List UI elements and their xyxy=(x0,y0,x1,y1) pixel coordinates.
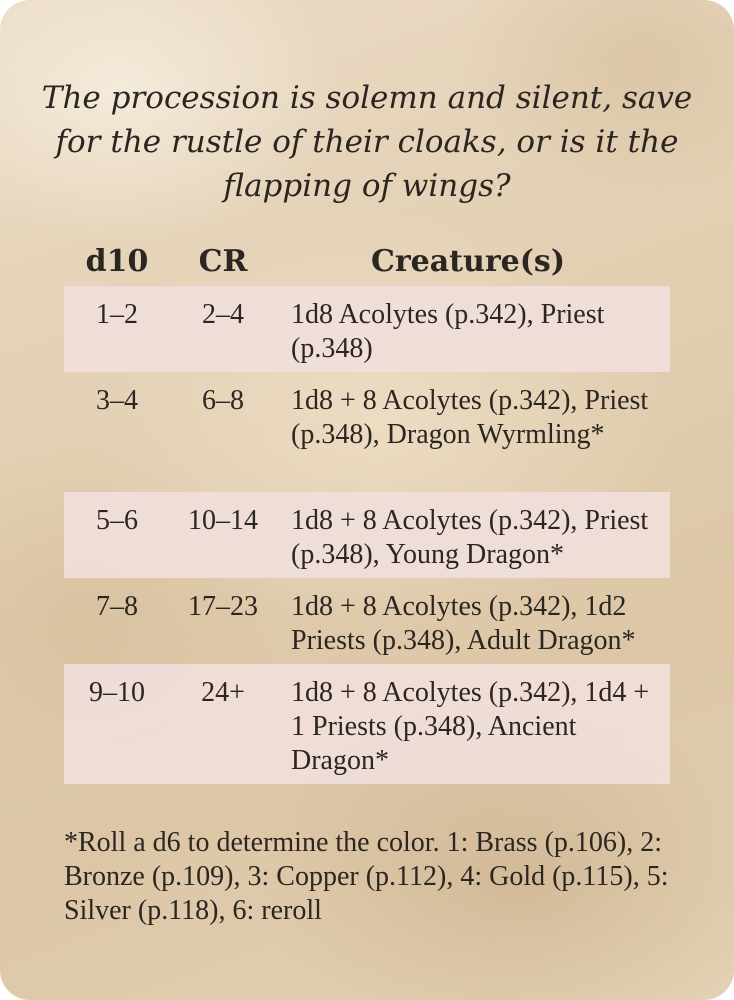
footnote: *Roll a d6 to determine the color. 1: Brass (p.106), 2: Bronze (p.109), 3: Copper (p.112), 4: Gold (p.115), 5: Silver (p.118), 6: reroll xyxy=(64,827,669,926)
cell-cr: 24+ xyxy=(201,677,245,708)
table-row xyxy=(64,492,670,578)
cell-creatures: 1d8 + 8 Acolytes (p.342), 1d4 + 1 Priests (p.348), Ancient Dragon* xyxy=(291,677,650,776)
cell-creatures: 1d8 + 8 Acolytes (p.342), 1d2 Priests (p.348), Adult Dragon* xyxy=(291,591,636,656)
cell-creatures: 1d8 + 8 Acolytes (p.342), Priest (p.348), Dragon Wyrmling* xyxy=(291,385,649,450)
cell-d10: 9–10 xyxy=(89,677,145,708)
cell-d10: 1–2 xyxy=(96,299,138,330)
encounter-table xyxy=(64,236,670,784)
cell-d10: 3–4 xyxy=(96,385,138,416)
cell-d10: 5–6 xyxy=(96,505,138,536)
cell-creatures: 1d8 Acolytes (p.342), Priest (p.348) xyxy=(291,299,605,364)
table-row xyxy=(64,664,670,784)
cell-creatures: 1d8 + 8 Acolytes (p.342), Priest (p.348), Young Dragon* xyxy=(291,505,649,570)
table-header xyxy=(64,236,670,286)
cell-cr: 6–8 xyxy=(202,385,244,416)
table-row xyxy=(64,372,670,492)
header-d10: d10 xyxy=(85,243,149,279)
cell-d10: 7–8 xyxy=(96,591,138,622)
table-row xyxy=(64,578,670,664)
cell-cr: 17–23 xyxy=(188,591,258,622)
header-cr: CR xyxy=(198,243,248,279)
table-row xyxy=(64,286,670,372)
cell-cr: 2–4 xyxy=(202,299,244,330)
cell-cr: 10–14 xyxy=(188,505,258,536)
header-creatures: Creature(s) xyxy=(370,243,566,279)
flavor-text: The procession is solemn and silent, save for the rustle of their cloaks, or is it the flapping of wings? xyxy=(41,80,693,204)
